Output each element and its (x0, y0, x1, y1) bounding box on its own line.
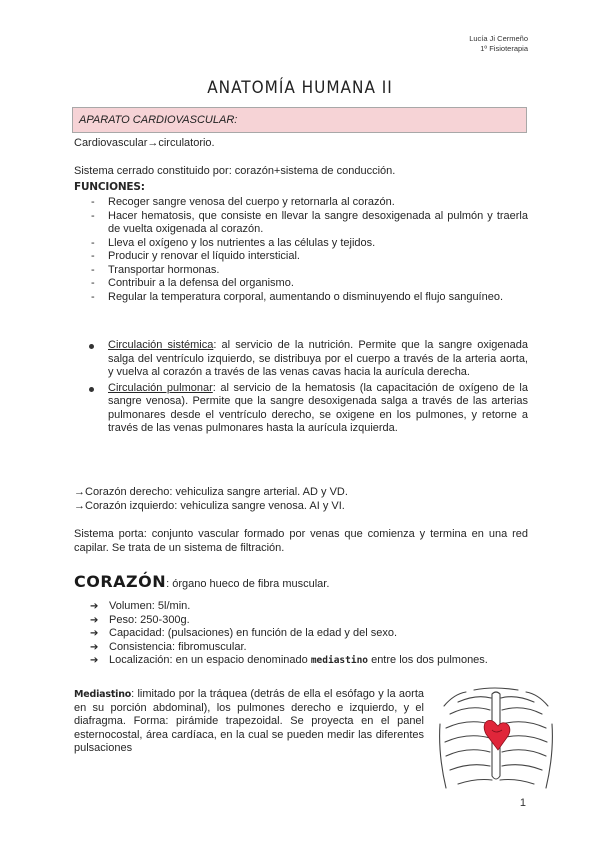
corazon-heading-line (74, 572, 434, 592)
corazon-izquierdo: →Corazón izquierdo: vehiculiza sangre venosa. AI y VI. (74, 500, 345, 512)
author-name: Lucía Ji Cermeño (469, 34, 528, 43)
list-item: ➔ Consistencia: fibromuscular. (90, 640, 247, 653)
mediastino-term: mediastino (310, 655, 369, 666)
list-item: - Regular la temperatura corporal, aumentando o disminuyendo el flujo sanguíneo. (74, 291, 528, 305)
page-title: ANATOMÍA HUMANA II (207, 78, 393, 98)
list-item: - Hacer hematosis, que consiste en llevar la sangre desoxigenada al pulmón y traerla de vuelta oxigenada al corazón. (74, 210, 528, 237)
list-item (74, 339, 528, 380)
mediastino-paragraph (74, 688, 424, 756)
arrow-icon: ➔ (90, 614, 99, 626)
circulacion-text: : al servicio de la hematosis (la capacitación de oxígeno de la sangre venosa). Permite que la sangre desoxigenada salga a través de las arterias pulmonares desde el ventrículo derecho, se oxigene en los pulmones, y retorne a través de las venas pulmonares hasta la aurícula izquierda. (108, 381, 528, 434)
thorax-heart-illustration (436, 684, 556, 794)
funciones-heading: FUNCIONES: (74, 181, 145, 193)
arrow-icon: ➔ (90, 655, 99, 666)
mediastino-text: : limitado por la tráquea (detrás de ella el esófago y la aorta en su porción abdominal), los pulmones derecho e izquierdo, y el diafragma. Forma: pirámide trapezoidal. Se proyecta en el panel esternocostal, área cardíaca, en la cual se pueden medir las diferentes pulsaciones (74, 688, 424, 754)
list-item: - Lleva el oxígeno y los nutrientes a las células y tejidos. (74, 237, 528, 251)
circulacion-list (74, 339, 528, 438)
corazon-derecho: →Corazón derecho: vehiculiza sangre arterial. AD y VD. (74, 486, 348, 498)
circulacion-term: Circulación sistémica (108, 339, 214, 351)
sistema-porta: Sistema porta: conjunto vascular formado por venas que comienza y termina en una red capilar. Se trata de un sistema de filtración. (74, 528, 528, 554)
arrow-icon: ➔ (90, 628, 99, 639)
funciones-list (74, 196, 528, 304)
arrow-icon: ➔ (90, 601, 99, 612)
bullet-icon (89, 344, 94, 349)
section-heading-box (72, 107, 527, 133)
circulacion-text: : al servicio de la nutrición. Permite que la sangre oxigenada salga del ventrículo izquierdo, se distribuya por el cuerpo a través de la arteria aorta, y vuelva al corazón a través de las venas cavas hacia la aurícula derecha. (108, 339, 528, 378)
mediastino-heading: Mediastino (74, 689, 132, 700)
list-item: ➔ Peso: 250-300g. (90, 613, 190, 626)
list-item: - Producir y renovar el líquido intersticial. (74, 250, 528, 264)
page-header (469, 34, 528, 54)
heart-icon (484, 720, 510, 750)
list-item: - Recoger sangre venosa del cuerpo y retornarla al corazón. (74, 196, 528, 210)
list-item: ➔ Localización: en un espacio denominado mediastino entre los dos pulmones. (90, 654, 488, 666)
corazon-heading: CORAZÓN (74, 572, 167, 591)
list-item: ➔ Capacidad: (pulsaciones) en función de la edad y del sexo. (90, 627, 398, 639)
bullet-icon (89, 387, 94, 392)
intro-line-1: Cardiovascular→circulatorio. (74, 137, 215, 149)
ribcage-icon (436, 684, 556, 794)
section-heading: APARATO CARDIOVASCULAR: (79, 114, 238, 126)
list-item: ➔ Volumen: 5l/min. (90, 600, 191, 612)
list-item: - Contribuir a la defensa del organismo. (74, 277, 528, 291)
arrow-icon: ➔ (90, 641, 99, 653)
list-item: - Transportar hormonas. (74, 264, 528, 278)
intro-line-2: Sistema cerrado constituido por: corazón+sistema de conducción. (74, 165, 396, 177)
corazon-definition: : órgano hueco de fibra muscular. (166, 578, 330, 590)
course-name: 1º Fisioterapia (480, 44, 528, 53)
page-number: 1 (519, 797, 526, 809)
list-item (74, 382, 528, 436)
corazon-props-list (74, 600, 528, 668)
circulacion-term: Circulación pulmonar (108, 381, 213, 394)
